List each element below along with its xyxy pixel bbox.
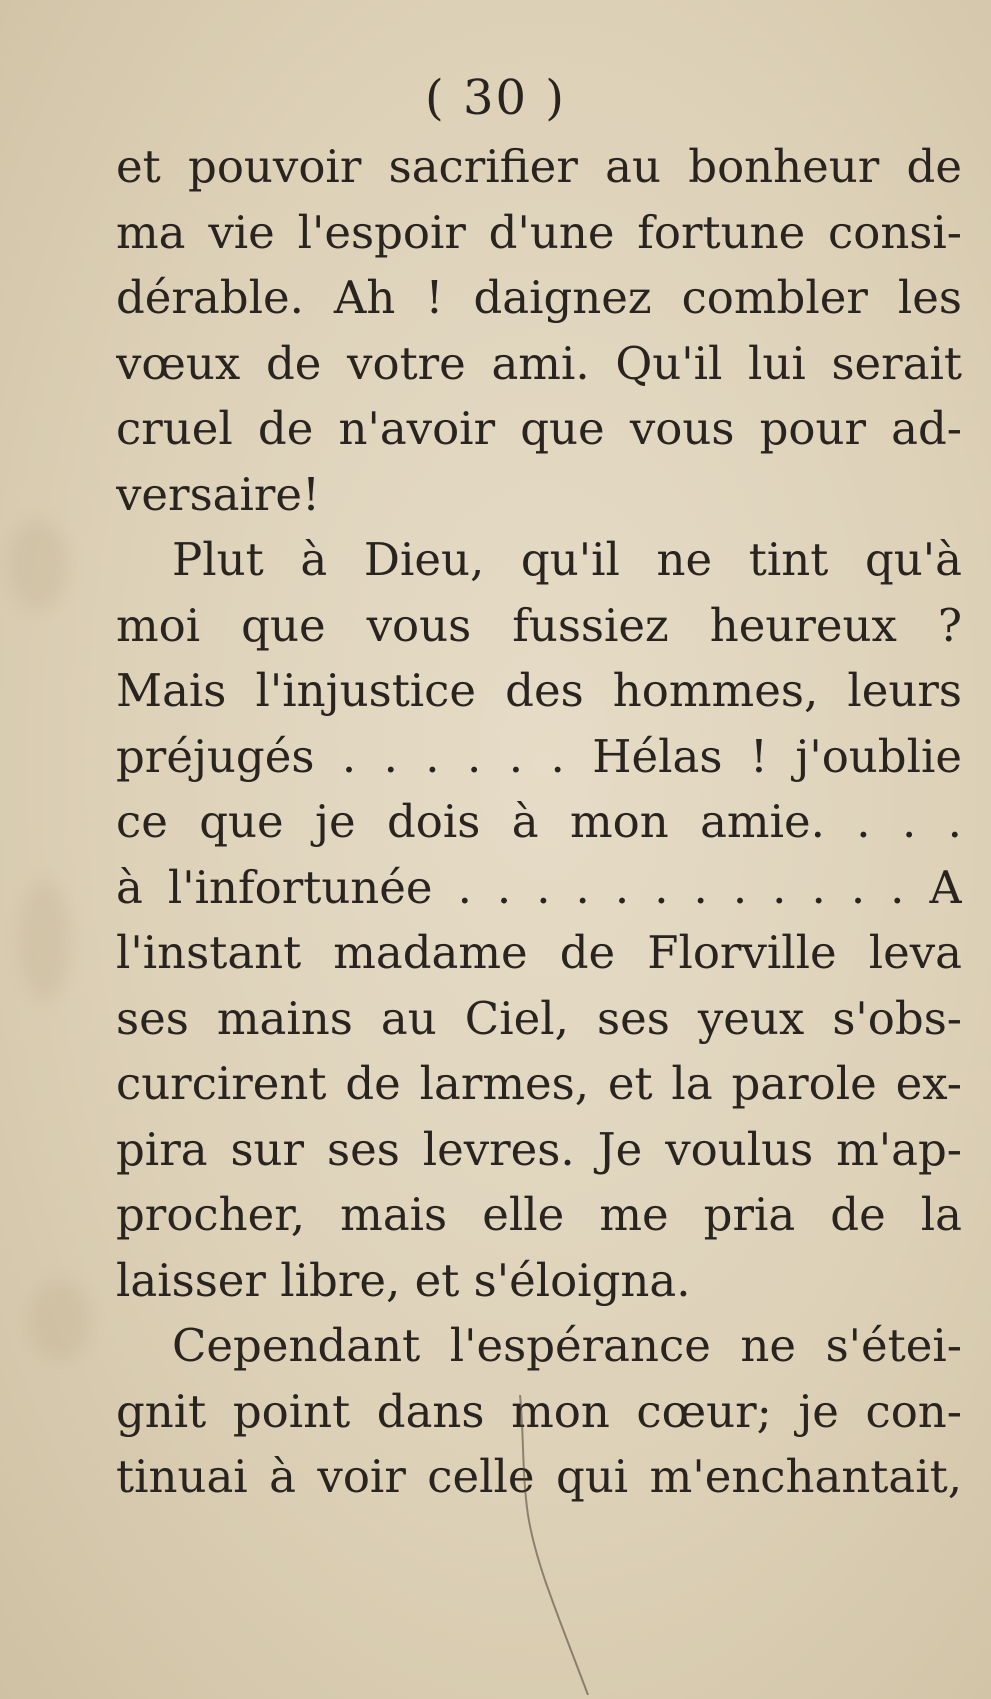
text-line: gnit point dans mon cœur; je con- [116,1384,962,1438]
text-line: à l'infortunée . . . . . . . . . . . . A [116,860,962,914]
text-line: ce que je dois à mon amie. . . . [116,795,962,848]
text-line: procher, mais elle me pria de la [116,1188,962,1241]
text-line: ma vie l'espoir d'une fortune consi- [116,205,962,259]
paper-stain [20,880,70,1000]
text-line: ses mains au Ciel, ses yeux s'obs- [116,991,962,1045]
text-line: Cependant l'espérance ne s'étei- [172,1319,962,1372]
page-number: ( 30 ) [424,70,567,126]
text-line: laisser libre, et s'éloigna. [116,1253,691,1307]
text-line: Plut à Dieu, qu'il ne tint qu'à [172,533,962,586]
text-line: vœux de votre ami. Qu'il lui serait [116,336,962,390]
text-line: dérable. Ah ! daignez combler les [116,271,962,324]
body-text [116,134,962,1510]
paper-crease [518,1395,598,1695]
text-line: curcirent de larmes, et la parole ex- [116,1057,962,1110]
text-line: Mais l'injustice des hommes, leurs [116,664,962,717]
text-line: pira sur ses levres. Je voulus m'ap- [116,1122,962,1176]
text-line: cruel de n'avoir que vous pour ad- [116,402,962,455]
text-line: moi que vous fussiez heureux ? [116,598,962,652]
text-line: tinuai à voir celle qui m'enchantait, [116,1450,962,1503]
text-line: préjugés . . . . . . Hélas ! j'oublie [116,729,962,783]
text-line: et pouvoir sacrifier au bonheur de [116,140,962,193]
paper-stain [8,520,68,610]
text-line: versaire! [116,467,321,521]
text-line: l'instant madame de Florville leva [116,926,962,979]
paper-stain [30,1280,90,1360]
